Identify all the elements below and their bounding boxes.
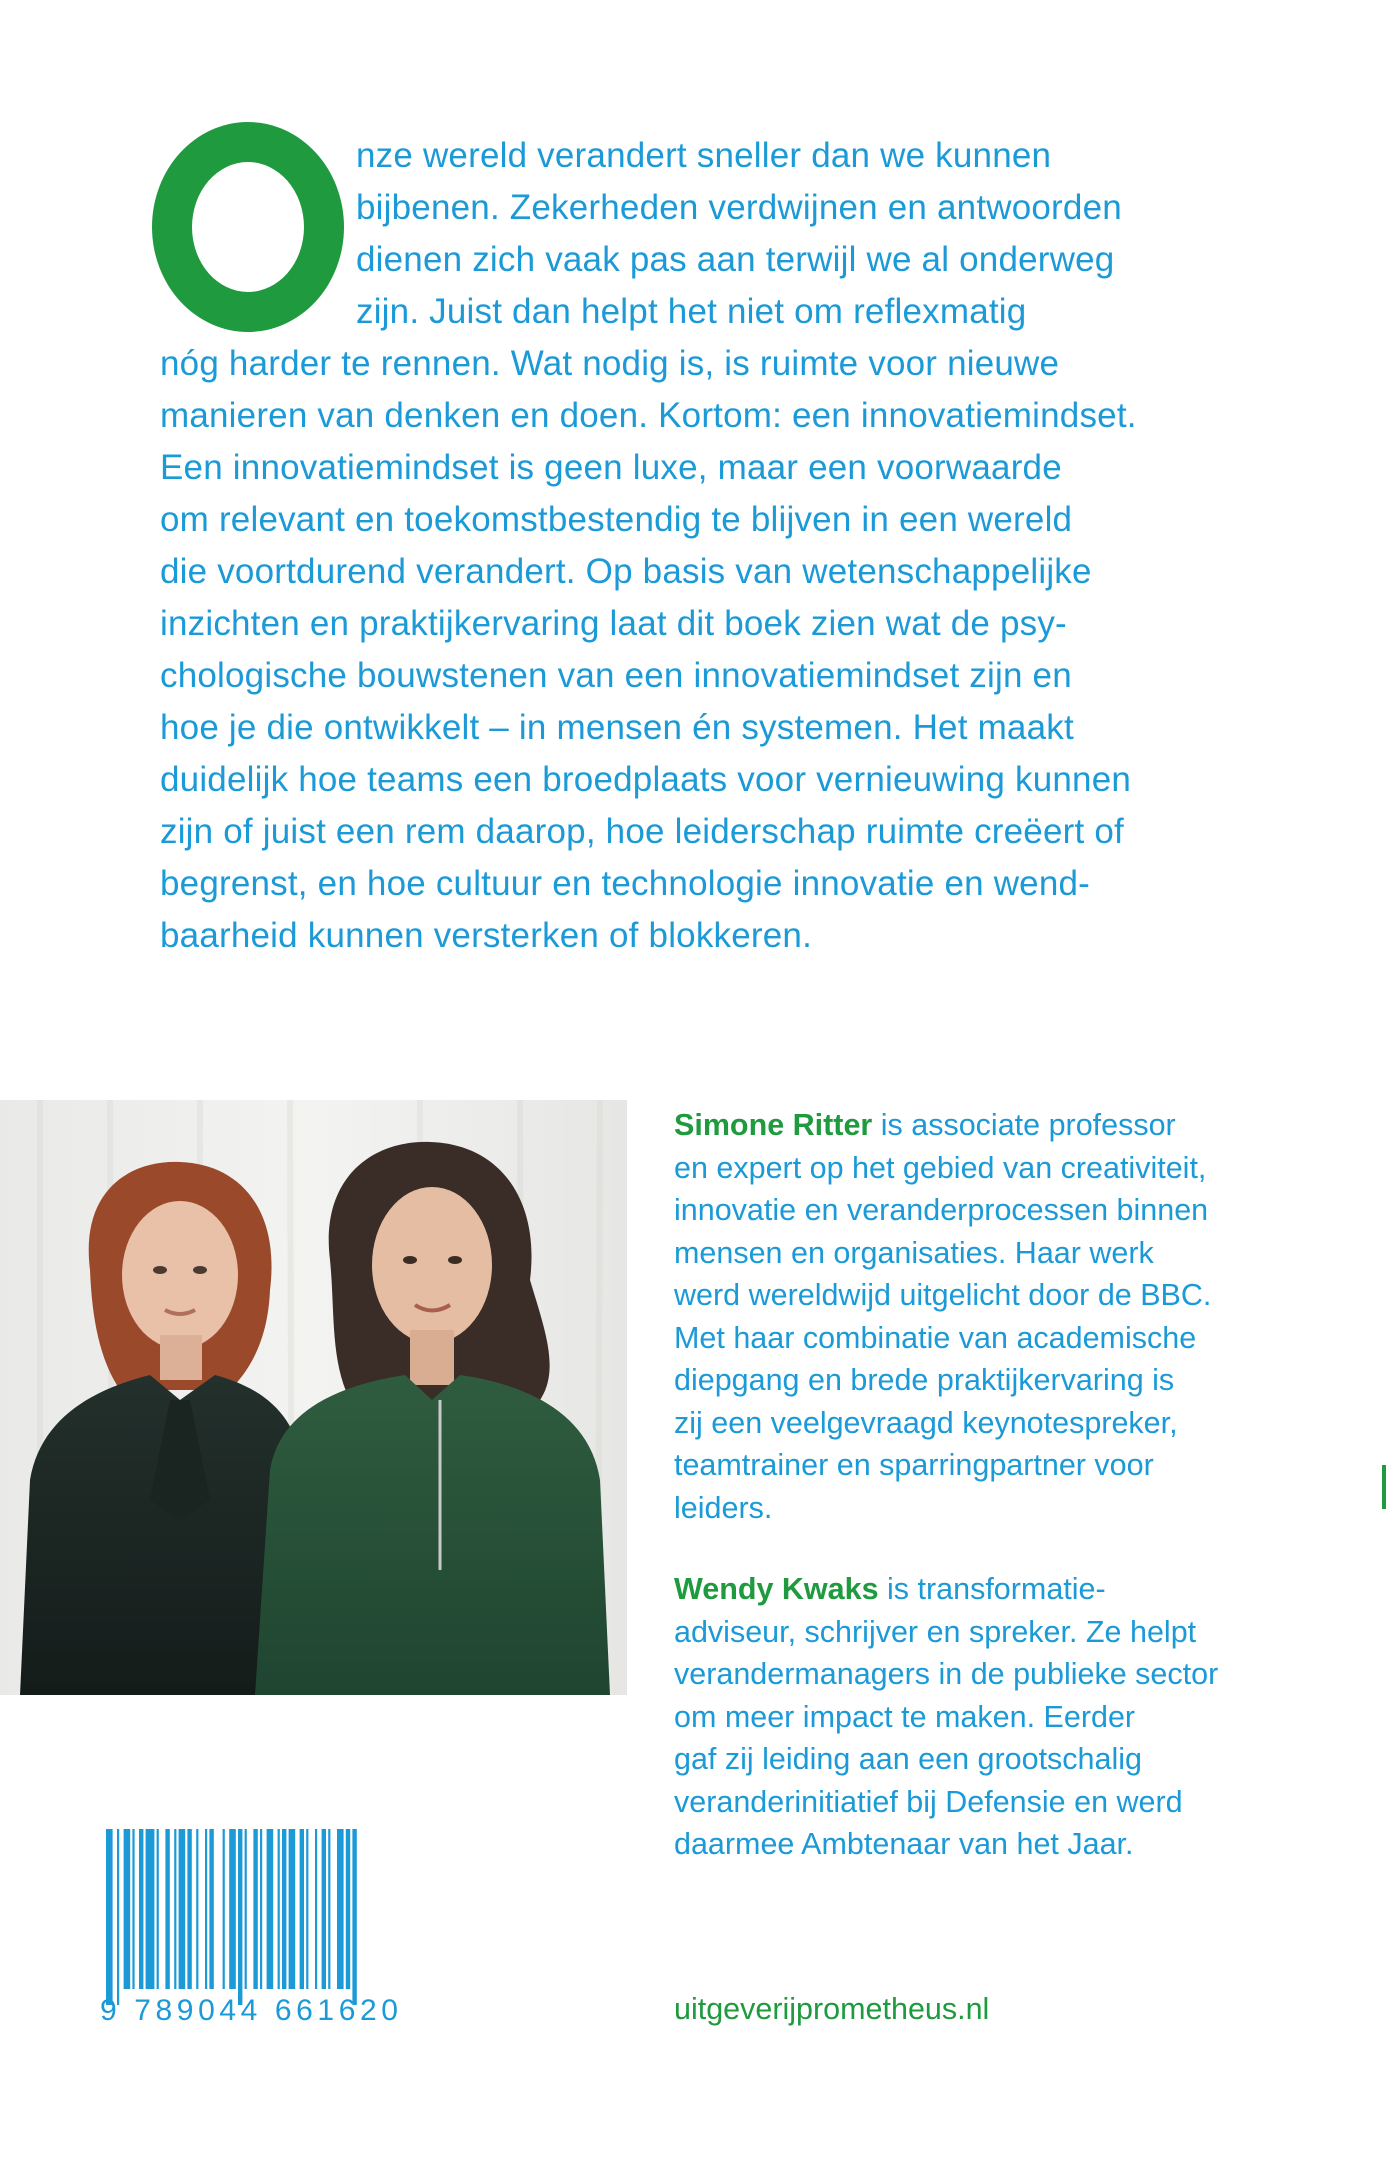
barcode-bar bbox=[278, 1829, 280, 1989]
author-bio-simone-ritter bbox=[674, 1104, 1314, 1529]
barcode-bar bbox=[132, 1829, 134, 1989]
barcode-bar bbox=[300, 1829, 304, 1989]
blurb-line: hoe je die ontwikkelt – in mensen én systemen. Het maakt bbox=[160, 708, 1074, 747]
bio-line: adviseur, schrijver en spreker. Ze helpt bbox=[674, 1614, 1197, 1649]
bio-line: Met haar combinatie van academische bbox=[674, 1320, 1197, 1355]
bio-line: verandermanagers in de publieke sector bbox=[674, 1657, 1219, 1691]
blurb-line: nze wereld verandert sneller dan we kunnen bbox=[356, 136, 1052, 175]
blurb-line: baarheid kunnen versterken of blokkeren. bbox=[160, 916, 813, 955]
author-name: Simone Ritter bbox=[674, 1108, 873, 1142]
bio-line: leiders. bbox=[674, 1490, 773, 1525]
barcode-bar bbox=[229, 1829, 236, 1989]
blurb-line: dienen zich vaak pas aan terwijl we al onderweg bbox=[356, 240, 1115, 279]
blurb-line: chologische bouwstenen van een innovatiemindset zijn en bbox=[160, 656, 1072, 695]
blurb-line: zijn. Juist dan helpt het niet om reflexmatig bbox=[356, 292, 1027, 331]
barcode-bar bbox=[352, 1829, 356, 2005]
barcode-bar bbox=[245, 1829, 247, 1989]
barcode-bar bbox=[139, 1829, 143, 1989]
barcode-bar bbox=[306, 1829, 308, 1989]
blurb-line: duidelijk hoe teams een broedplaats voor vernieuwing kunnen bbox=[160, 760, 1132, 799]
barcode-bar bbox=[106, 1829, 113, 2005]
barcode-bar bbox=[196, 1829, 198, 1989]
bio-line: om meer impact te maken. Eerder bbox=[674, 1699, 1136, 1734]
barcode-bar bbox=[146, 1829, 155, 1989]
barcode-bar bbox=[346, 1829, 350, 1989]
author-photo bbox=[0, 1100, 627, 1695]
barcode-bar bbox=[282, 1829, 286, 1989]
barcode-bar bbox=[260, 1829, 262, 1989]
isbn-barcode bbox=[106, 1829, 402, 2005]
barcode-bar bbox=[223, 1829, 225, 1989]
isbn-number: 9 789044 661620 bbox=[100, 1994, 403, 2027]
publisher-website: uitgeverijprometheus.nl bbox=[674, 1992, 990, 2026]
edge-marker bbox=[1382, 1465, 1386, 1509]
barcode-bar bbox=[205, 1829, 207, 1989]
blurb-line: zijn of juist een rem daarop, hoe leiderschap ruimte creëert of bbox=[160, 812, 1124, 851]
bio-line bbox=[674, 1104, 1314, 1147]
bio-line: gaf zij leiding aan een grootschalig bbox=[674, 1742, 1142, 1776]
bio-line: werd wereldwijd uitgelicht door de BBC. bbox=[674, 1278, 1212, 1312]
bio-text: is associate professor bbox=[872, 1108, 1176, 1142]
bio-line: teamtrainer en sparringpartner voor bbox=[674, 1448, 1154, 1482]
barcode-bar bbox=[157, 1829, 159, 1989]
bio-line: mensen en organisaties. Haar werk bbox=[674, 1235, 1154, 1270]
bio-line: zij een veelgevraagd keynotespreker, bbox=[674, 1405, 1178, 1440]
barcode-bar bbox=[117, 1829, 119, 2005]
author-bio-wendy-kwaks bbox=[674, 1568, 1314, 1866]
bio-line: daarmee Ambtenaar van het Jaar. bbox=[674, 1827, 1134, 1861]
blurb-line: begrenst, en hoe cultuur en technologie innovatie en wend- bbox=[160, 864, 1091, 903]
author-name: Wendy Kwaks bbox=[674, 1572, 879, 1606]
barcode-bar bbox=[179, 1829, 186, 1989]
barcode-bar bbox=[253, 1829, 257, 1989]
bio-line: diepgang en brede praktijkervaring is bbox=[674, 1363, 1175, 1397]
bio-line: innovatie en veranderprocessen binnen bbox=[674, 1193, 1209, 1227]
barcode-bar bbox=[209, 1829, 213, 1989]
blurb-line: manieren van denken en doen. Kortom: een innovatiemindset. bbox=[160, 396, 1137, 435]
barcode-bar bbox=[267, 1829, 274, 1989]
bio-text: is transformatie- bbox=[878, 1572, 1106, 1606]
barcode-bar bbox=[187, 1829, 191, 1989]
barcode-bar bbox=[315, 1829, 317, 1989]
blurb-line: die voortdurend verandert. Op basis van wetenschappelijke bbox=[160, 552, 1092, 591]
drop-cap-letter-o bbox=[152, 122, 344, 332]
barcode-bar bbox=[328, 1829, 330, 1989]
bio-line bbox=[674, 1568, 1314, 1611]
blurb-line: bijbenen. Zekerheden verdwijnen en antwoorden bbox=[356, 188, 1122, 227]
blurb-line: Een innovatiemindset is geen luxe, maar een voorwaarde bbox=[160, 448, 1062, 487]
bio-line: en expert op het gebied van creativiteit, bbox=[674, 1150, 1207, 1185]
barcode-bar bbox=[337, 1829, 344, 1989]
barcode-bar bbox=[238, 1829, 242, 2005]
barcode-bar bbox=[165, 1829, 169, 1989]
blurb-line: inzichten en praktijkervaring laat dit boek zien wat de psy- bbox=[160, 604, 1067, 643]
blurb-line: nóg harder te rennen. Wat nodig is, is ruimte voor nieuwe bbox=[160, 344, 1060, 383]
barcode-bar bbox=[124, 1829, 131, 1989]
bio-line: veranderinitiatief bij Defensie en werd bbox=[674, 1784, 1183, 1819]
blurb-line: om relevant en toekomstbestendig te blijven in een wereld bbox=[160, 500, 1073, 539]
barcode-bar bbox=[322, 1829, 326, 1989]
barcode-bar bbox=[174, 1829, 176, 1989]
barcode-bar bbox=[289, 1829, 296, 1989]
